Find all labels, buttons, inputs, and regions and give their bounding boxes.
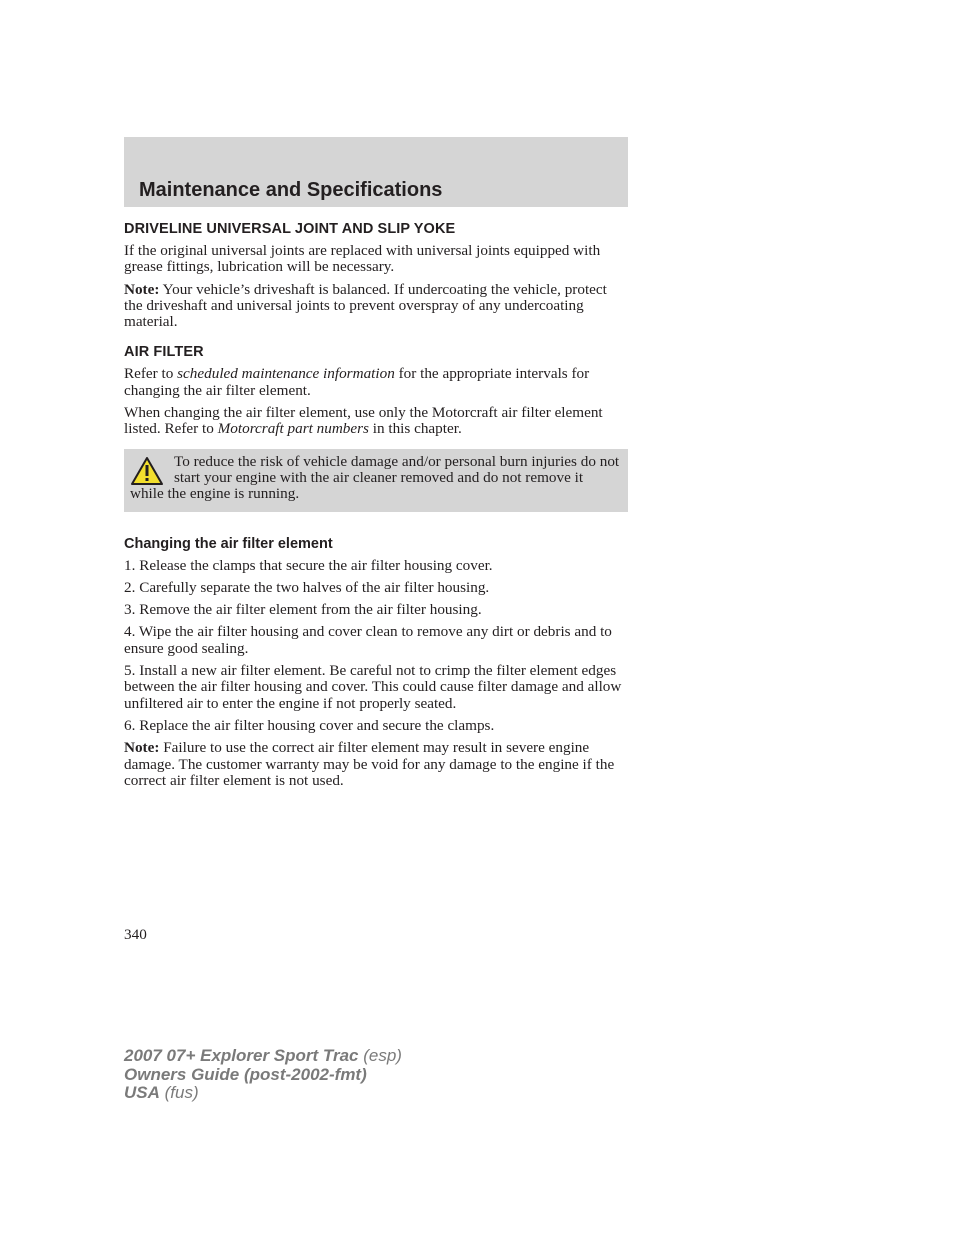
footer-text: (esp) [358, 1046, 402, 1065]
note-label: Note: [124, 280, 160, 298]
text-run: When changing the air filter element, use only the Motorcraft air filter element listed. Refer to [124, 404, 603, 438]
driveline-paragraph: If the original universal joints are replaced with universal joints equipped with grease fittings, lubrication will be necessary. [124, 242, 601, 276]
cross-reference-link: scheduled maintenance information [177, 365, 395, 383]
page-title: Maintenance and Specifications [139, 179, 443, 201]
step-item: 2. Carefully separate the two halves of the air filter housing. [124, 578, 490, 596]
driveline-note [124, 282, 628, 331]
note-text: Failure to use the correct air filter element may result in severe engine damage. The customer warranty may be void for any damage to the engine if the correct air filter element is not used. [124, 739, 615, 789]
footer-text: USA [124, 1083, 160, 1102]
footer-text: Owners Guide (post-2002-fmt) [124, 1064, 367, 1084]
step-item: 3. Remove the air filter element from the air filter housing. [124, 601, 482, 619]
footer-line-3 [124, 1084, 402, 1103]
warning-text: To reduce the risk of vehicle damage and/or personal burn injuries do not start your engine with the air cleaner removed and do not remove it while the engine is running. [130, 452, 620, 503]
warning-triangle-icon [130, 456, 164, 486]
text-run: in this chapter. [368, 420, 462, 438]
footer-text: 2007 07+ Explorer Sport Trac [124, 1046, 359, 1065]
page-number: 340 [124, 926, 147, 943]
section-header-band [124, 137, 628, 207]
step-item: 5. Install a new air filter element. Be careful not to crimp the filter element edges between the air filter housing and cover. This could cause filter damage and allow unfiltered air to enter the engine if not properly seated. [124, 662, 622, 712]
heading-driveline: DRIVELINE UNIVERSAL JOINT AND SLIP YOKE [124, 221, 456, 237]
warning-box [124, 449, 628, 512]
note-label: Note: [124, 739, 160, 757]
step-item: 4. Wipe the air filter housing and cover clean to remove any dirt or debris and to ensure good sealing. [124, 623, 612, 657]
text-run: Refer to [124, 365, 178, 383]
footer-text: (fus) [159, 1083, 199, 1102]
heading-air-filter: AIR FILTER [124, 344, 204, 361]
footer-line-2 [124, 1066, 402, 1085]
step-item: 1. Release the clamps that secure the air filter housing cover. [124, 556, 493, 574]
air-filter-note [124, 740, 628, 789]
footer-line-1 [124, 1047, 402, 1066]
text-run: for the appropriate intervals for changing the air filter element. [124, 365, 590, 399]
air-filter-paragraph-1 [124, 366, 628, 399]
heading-changing-air-filter: Changing the air filter element [124, 535, 333, 552]
air-filter-paragraph-2 [124, 405, 628, 438]
note-text: Your vehicle’s driveshaft is balanced. If undercoating the vehicle, protect the driveshaft and universal joints to prevent overspray of any undercoating material. [124, 280, 607, 331]
document-footer [124, 1047, 402, 1103]
step-item: 6. Replace the air filter housing cover and secure the clamps. [124, 716, 495, 734]
main-content [124, 220, 628, 795]
cross-reference-link: Motorcraft part numbers [217, 420, 369, 438]
